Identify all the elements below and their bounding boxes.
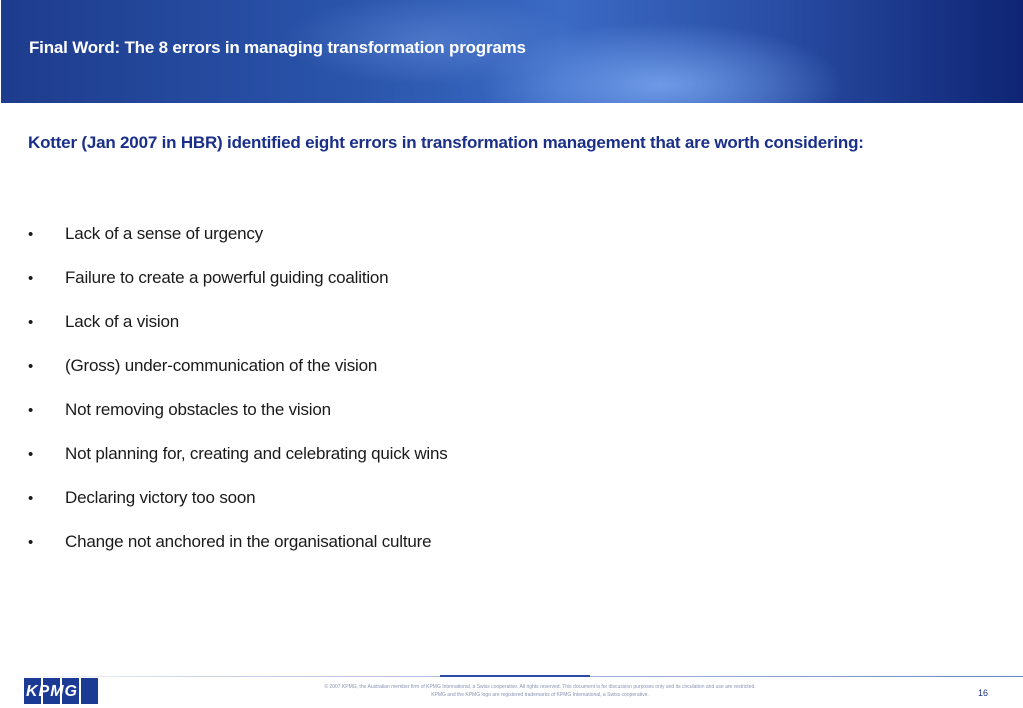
list-item-text: (Gross) under-communication of the vision: [65, 356, 378, 375]
list-item: [28, 388, 448, 432]
footer-divider-accent: [440, 675, 590, 677]
bullet-icon: •: [28, 269, 34, 287]
intro-subtitle: Kotter (Jan 2007 in HBR) identified eight errors in transformation management that are worth considering:: [28, 133, 864, 152]
bullet-icon: •: [28, 489, 34, 507]
list-item-text: Not planning for, creating and celebrating quick wins: [65, 444, 448, 463]
bullet-icon: •: [28, 357, 34, 375]
list-item-text: Declaring victory too soon: [65, 488, 256, 507]
list-item-text: Not removing obstacles to the vision: [65, 400, 331, 419]
page-title: Final Word: The 8 errors in managing transformation programs: [29, 38, 526, 57]
bullet-icon: •: [28, 401, 34, 419]
list-item: [28, 432, 448, 476]
list-item: [28, 476, 448, 520]
list-item: [28, 344, 448, 388]
list-item: [28, 300, 448, 344]
footer-legal-text: [280, 683, 800, 699]
error-list: [28, 212, 448, 564]
legal-line: © 2007 KPMG, the Australian member firm of KPMG International, a Swiss cooperative. All rights reserved. This document is for discussion purposes only and its circulation and use are restricted.: [324, 684, 756, 690]
list-item: [28, 256, 448, 300]
bullet-icon: •: [28, 225, 34, 243]
list-item-text: Lack of a vision: [65, 312, 179, 331]
list-item-text: Lack of a sense of urgency: [65, 224, 263, 243]
list-item-text: Failure to create a powerful guiding coalition: [65, 268, 389, 287]
list-item-text: Change not anchored in the organisational culture: [65, 532, 432, 551]
bullet-icon: •: [28, 445, 34, 463]
page-number: 16: [978, 688, 989, 698]
logo-block: [81, 678, 98, 704]
list-item: [28, 520, 448, 564]
bullet-icon: •: [28, 533, 34, 551]
legal-line: KPMG and the KPMG logo are registered trademarks of KPMG International, a Swiss cooperative.: [431, 692, 649, 698]
logo-text: KPMG: [26, 683, 78, 700]
kpmg-logo-icon: [24, 678, 100, 704]
bullet-icon: •: [28, 313, 34, 331]
header-banner: [1, 0, 1023, 103]
list-item: [28, 212, 448, 256]
